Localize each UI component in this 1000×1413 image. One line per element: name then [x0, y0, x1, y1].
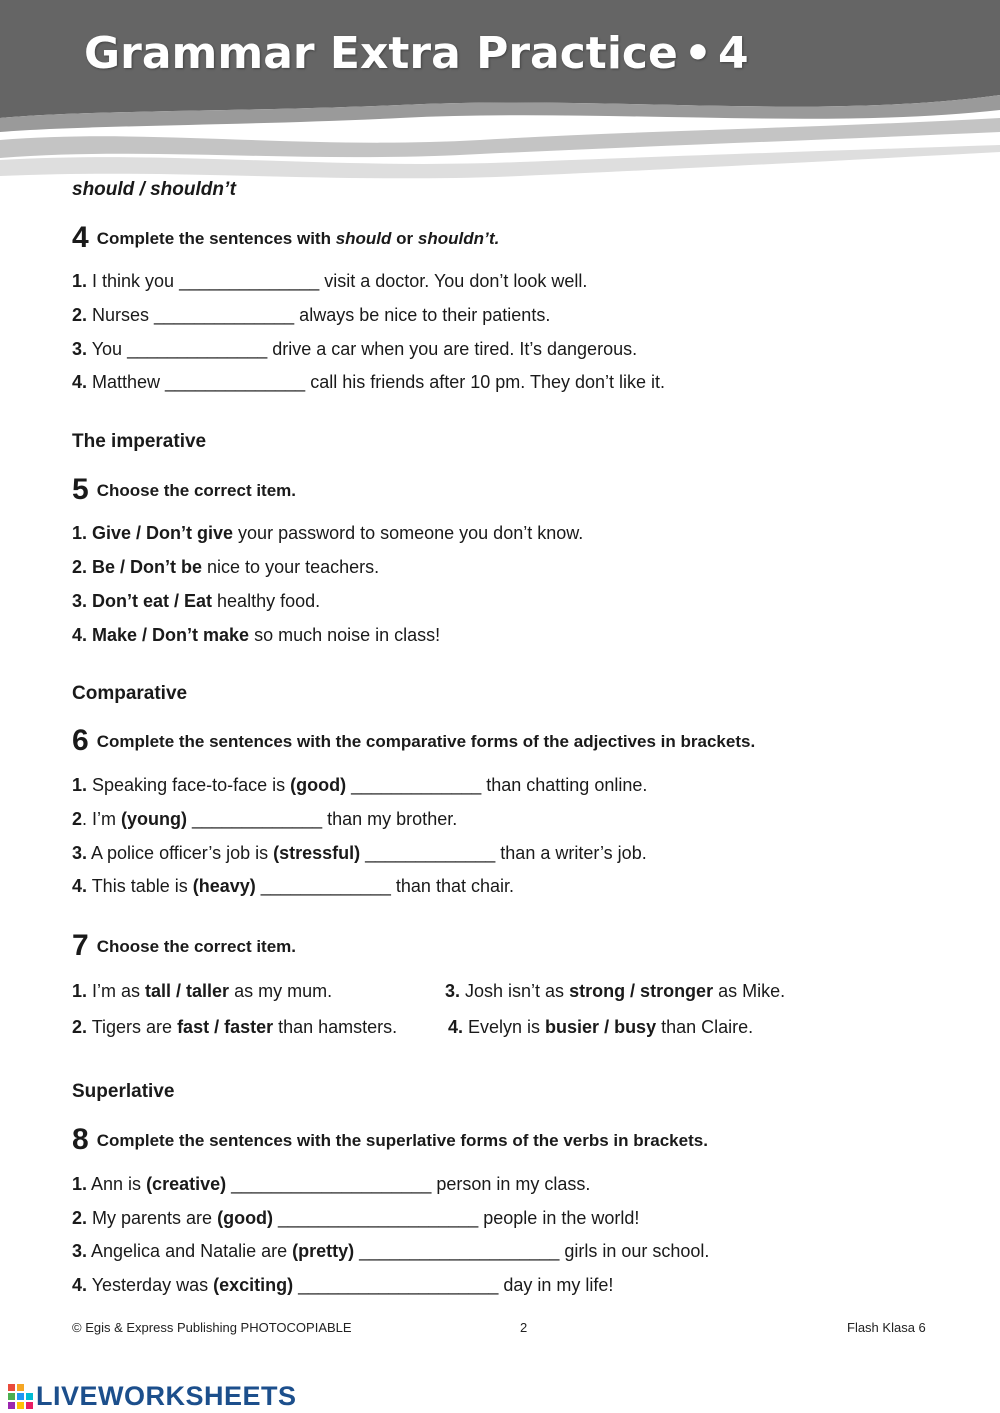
item-text: _____________ than that chair. [255, 876, 514, 896]
exercise-item [72, 591, 320, 612]
exercise-4-instruction [72, 221, 499, 255]
footer-copyright: © Egis & Express Publishing PHOTOCOPIABLE [72, 1320, 352, 1335]
exercise-item [72, 271, 587, 292]
exercise-item [448, 1017, 753, 1038]
exercise-item [72, 809, 457, 830]
exercise-item [72, 339, 637, 360]
exercise-item [72, 625, 440, 646]
item-number: 2. [72, 305, 88, 325]
page-title [84, 28, 749, 79]
item-text: This table is [87, 876, 193, 896]
item-adjective: (exciting) [213, 1275, 294, 1295]
item-choice: 2. Be / Don’t be [72, 557, 203, 577]
item-adjective: (good) [217, 1208, 274, 1228]
item-number: 1. [72, 1174, 88, 1194]
exercise-item [72, 1275, 613, 1296]
item-text: as Mike. [713, 981, 786, 1001]
item-number: 1. [72, 271, 88, 291]
instruction-text: Complete the sentences with [96, 229, 336, 248]
item-number: 3. [72, 843, 88, 863]
item-text: healthy food. [212, 591, 321, 611]
item-number: 1. [72, 775, 88, 795]
item-choice: tall / taller [145, 981, 230, 1001]
item-text: than hamsters. [273, 1017, 398, 1037]
exercise-number: 8 [72, 1123, 89, 1156]
item-number: 3. [445, 981, 461, 1001]
page-title-text: Grammar Extra Practice [84, 28, 678, 79]
item-adjective: (stressful) [273, 843, 361, 863]
item-text: _____________ than a writer’s job. [360, 843, 647, 863]
unit-number: 4 [717, 28, 749, 79]
item-number: 2 [72, 809, 83, 829]
exercise-5-instruction [72, 473, 296, 507]
exercise-item [72, 981, 332, 1002]
item-number: 4. [72, 1275, 88, 1295]
exercise-item [72, 1017, 397, 1038]
exercise-item [445, 981, 785, 1002]
item-text: Ann is [87, 1174, 147, 1194]
item-text: _____________ than my brother. [187, 809, 458, 829]
item-number: 1. [72, 981, 88, 1001]
item-text: Tigers are [87, 1017, 178, 1037]
instruction-text: Choose the correct item. [96, 937, 297, 956]
logo-text: LIVEWORKSHEETS [36, 1381, 297, 1411]
item-choice: 3. Don’t eat / Eat [72, 591, 213, 611]
item-number: 2. [72, 1208, 88, 1228]
item-adjective: (pretty) [292, 1241, 355, 1261]
item-text: nice to your teachers. [202, 557, 380, 577]
exercise-item [72, 372, 665, 393]
exercise-item [72, 523, 583, 544]
title-separator: • [683, 28, 712, 79]
exercise-number: 7 [72, 929, 89, 962]
exercise-number: 5 [72, 473, 89, 506]
item-number: 3. [72, 339, 88, 359]
item-adjective: (good) [290, 775, 347, 795]
header-banner [0, 0, 1000, 190]
item-number: 4. [72, 876, 88, 896]
exercise-7-instruction [72, 929, 296, 963]
exercise-number: 6 [72, 724, 89, 757]
exercise-item [72, 305, 550, 326]
item-text: . I’m [82, 809, 122, 829]
item-choice: fast / faster [177, 1017, 274, 1037]
item-choice: 4. Make / Don’t make [72, 625, 250, 645]
item-text: your password to someone you don’t know. [233, 523, 584, 543]
item-adjective: (creative) [146, 1174, 227, 1194]
item-text: so much noise in class! [249, 625, 441, 645]
item-text: You ______________ drive a car when you are tired. It’s dangerous. [87, 339, 638, 359]
item-text: I think you ______________ visit a doctor. You don’t look well. [87, 271, 588, 291]
item-text: as my mum. [229, 981, 333, 1001]
instruction-text: Choose the correct item. [96, 481, 297, 500]
item-number: 4. [448, 1017, 464, 1037]
exercise-item [72, 876, 514, 897]
exercise-8-instruction [72, 1123, 708, 1157]
item-text: Angelica and Natalie are [87, 1241, 293, 1261]
exercise-item [72, 1241, 709, 1262]
footer-book-title: Flash Klasa 6 [847, 1320, 926, 1335]
item-text: A police officer’s job is [87, 843, 274, 863]
item-text: Matthew ______________ call his friends after 10 pm. They don’t like it. [87, 372, 666, 392]
item-text: _____________ than chatting online. [346, 775, 648, 795]
item-number: 2. [72, 1017, 88, 1037]
instruction-text: Complete the sentences with the superlative forms of the verbs in brackets. [96, 1131, 708, 1150]
exercise-item [72, 775, 647, 796]
item-text: ____________________ day in my life! [293, 1275, 614, 1295]
exercise-6-instruction [72, 724, 755, 758]
exercise-item [72, 843, 647, 864]
item-text: I’m as [87, 981, 146, 1001]
footer-page-number: 2 [520, 1320, 528, 1335]
item-choice: strong / stronger [569, 981, 714, 1001]
item-text: ____________________ girls in our school. [354, 1241, 710, 1261]
section-heading-comparative: Comparative [72, 683, 188, 704]
item-number: 3. [72, 1241, 88, 1261]
logo-blocks-icon [8, 1384, 34, 1408]
item-text: than Claire. [656, 1017, 754, 1037]
exercise-item [72, 1208, 639, 1229]
instruction-emphasis: shouldn’t. [417, 229, 500, 248]
item-text: Nurses ______________ always be nice to their patients. [87, 305, 551, 325]
item-text: Evelyn is [463, 1017, 546, 1037]
item-text: ____________________ person in my class. [226, 1174, 591, 1194]
exercise-item [72, 557, 379, 578]
item-choice: busier / busy [545, 1017, 657, 1037]
instruction-text: Complete the sentences with the comparative forms of the adjectives in brackets. [96, 732, 756, 751]
item-text: Yesterday was [87, 1275, 214, 1295]
item-adjective: (young) [121, 809, 187, 829]
item-adjective: (heavy) [192, 876, 256, 896]
section-heading-superlative: Superlative [72, 1081, 175, 1102]
instruction-emphasis: should [335, 229, 392, 248]
item-text: Josh isn’t as [460, 981, 570, 1001]
instruction-text: or [391, 229, 418, 248]
section-heading-imperative: The imperative [72, 431, 207, 452]
exercise-item [72, 1174, 590, 1195]
exercise-number: 4 [72, 221, 89, 254]
item-number: 4. [72, 372, 88, 392]
item-text: Speaking face-to-face is [87, 775, 291, 795]
item-text: My parents are [87, 1208, 218, 1228]
section-heading-should: should / shouldn’t [72, 179, 236, 200]
item-text: ____________________ people in the world! [273, 1208, 640, 1228]
item-choice: 1. Give / Don’t give [72, 523, 234, 543]
